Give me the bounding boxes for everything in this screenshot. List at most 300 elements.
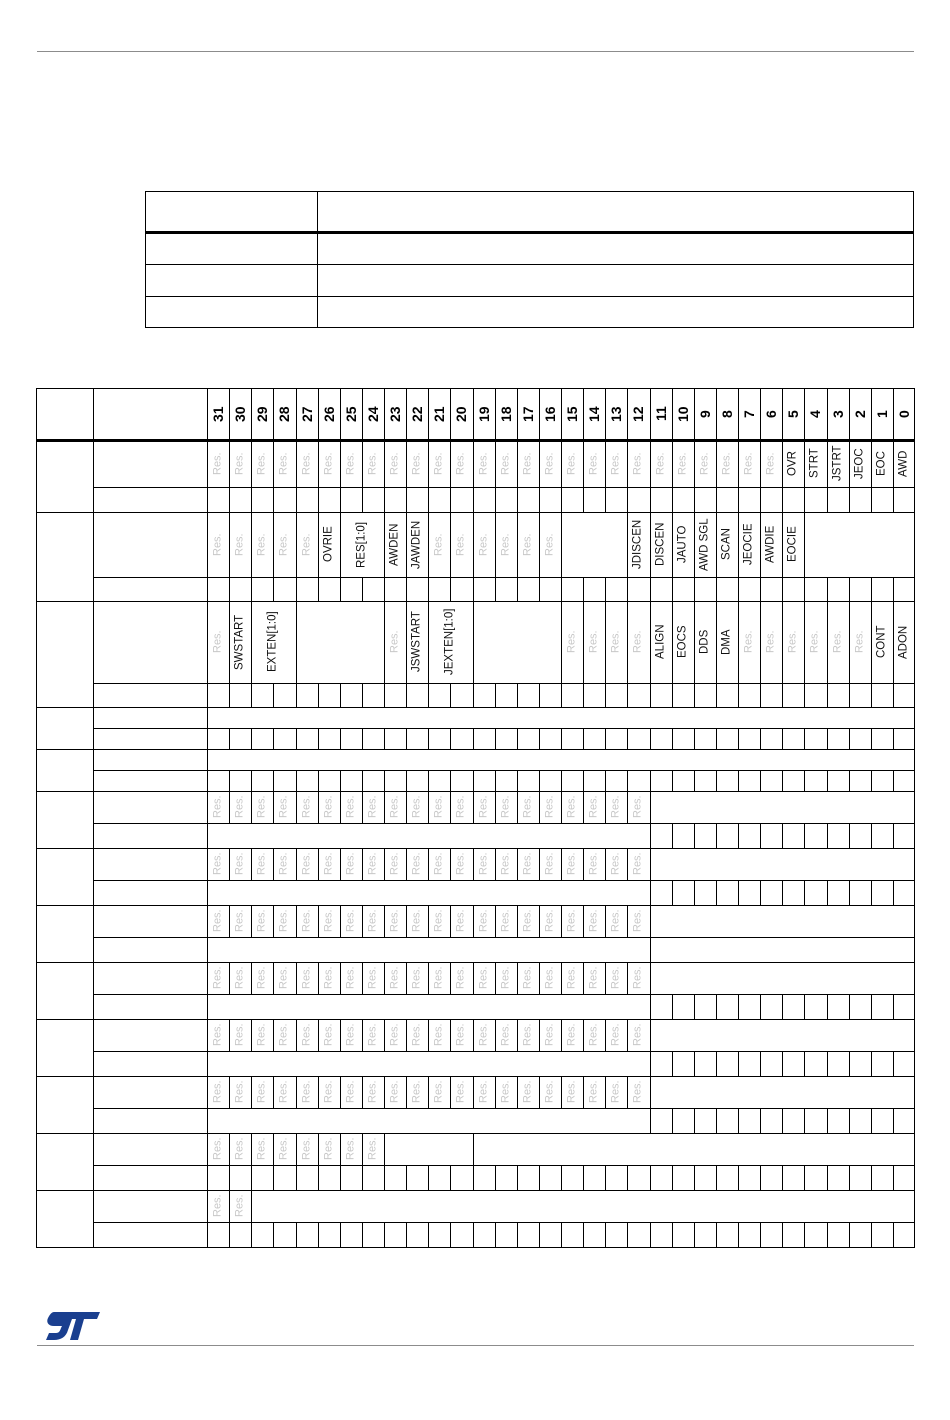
reserved-bit: Res. (609, 1080, 622, 1104)
reserved-bit: Res. (410, 966, 423, 990)
bit-number-14: 14 (586, 406, 603, 422)
reset-cell-divider (273, 1165, 274, 1190)
reserved-bit: Res. (631, 966, 644, 990)
reserved-bit: Res. (300, 795, 313, 819)
reset-cell-divider (627, 487, 628, 512)
bit-number-29: 29 (254, 406, 271, 422)
reserved-bit: Res. (499, 852, 512, 876)
field-awden: AWDEN (388, 523, 401, 566)
reset-cell-divider (473, 1165, 474, 1190)
reset-cell-divider (893, 1222, 894, 1247)
reset-cell-divider (760, 1051, 761, 1076)
reset-cell-divider (229, 1165, 230, 1190)
register-name-split (93, 683, 207, 684)
bit-number-26: 26 (320, 406, 337, 422)
reset-cell-divider (207, 1108, 208, 1133)
field-res-1-0: RES[1:0] (355, 521, 368, 568)
bit-number-2: 2 (851, 410, 868, 418)
reset-cell-divider (583, 770, 584, 791)
reset-cell-divider (517, 683, 518, 707)
reset-cell-divider (694, 1108, 695, 1133)
reserved-bit: Res. (631, 452, 644, 475)
reset-cell-divider (627, 770, 628, 791)
reset-cell-divider (273, 577, 274, 601)
bit-number-31: 31 (210, 406, 227, 422)
field-divider (473, 601, 474, 683)
reset-cell-divider (450, 577, 451, 601)
reset-cell-divider (362, 577, 363, 601)
field-discen: DISCEN (653, 522, 666, 567)
reset-cell-divider (273, 683, 274, 707)
reserved-bit: Res. (565, 1023, 578, 1047)
bit-number-19: 19 (475, 406, 492, 422)
reset-cell-divider (893, 880, 894, 905)
bit-number-27: 27 (298, 406, 315, 422)
register-name-split (93, 728, 207, 729)
reset-cell-divider (583, 1222, 584, 1247)
reset-cell-divider (229, 487, 230, 512)
reserved-bit: Res. (211, 1194, 224, 1218)
reserved-bit: Res. (521, 452, 534, 475)
reset-cell-divider (760, 770, 761, 791)
reserved-bit: Res. (454, 533, 467, 556)
reset-cell-divider (716, 1165, 717, 1190)
reserved-bit: Res. (565, 852, 578, 876)
reset-cell-divider (605, 487, 606, 512)
bit-number-23: 23 (387, 406, 404, 422)
reserved-bit: Res. (277, 1137, 290, 1161)
reserved-bit: Res. (654, 452, 667, 475)
reset-cell-divider (296, 577, 297, 601)
reset-cell-divider (296, 1165, 297, 1190)
reset-cell-divider (229, 770, 230, 791)
reserved-bit: Res. (499, 1080, 512, 1104)
reset-cell-divider (384, 683, 385, 707)
reserved-bit: Res. (631, 852, 644, 876)
field-jeoc: JEOC (852, 448, 865, 479)
register-row-separator (36, 749, 915, 750)
reset-cell-divider (561, 728, 562, 749)
reset-cell-divider (738, 1051, 739, 1076)
reserved-bit: Res. (720, 452, 733, 475)
reset-cell-divider (694, 1222, 695, 1247)
bit-number-25: 25 (342, 406, 359, 422)
reset-cell-divider (207, 770, 208, 791)
reset-cell-divider (760, 577, 761, 601)
reset-cell-divider (760, 880, 761, 905)
reserved-bit: Res. (410, 1080, 423, 1104)
reset-cell-divider (318, 770, 319, 791)
reset-cell-divider (782, 1108, 783, 1133)
reset-cell-divider (849, 1051, 850, 1076)
reserved-bit: Res. (233, 1137, 246, 1161)
reserved-bit: Res. (631, 1080, 644, 1104)
reset-cell-divider (207, 1165, 208, 1190)
reset-cell-divider (804, 823, 805, 848)
reset-cell-divider (738, 577, 739, 601)
reserved-bit: Res. (388, 909, 401, 933)
reserved-bit: Res. (322, 1080, 335, 1104)
reset-cell-divider (716, 728, 717, 749)
bit-number-7: 7 (741, 410, 758, 418)
field-jawden: JAWDEN (410, 520, 423, 569)
reserved-bit: Res. (477, 1023, 490, 1047)
register-name-split (93, 487, 207, 488)
reset-cell-divider (650, 937, 651, 962)
reserved-bit: Res. (410, 852, 423, 876)
reset-cell-divider (627, 1222, 628, 1247)
reserved-bit: Res. (255, 1023, 268, 1047)
reset-cell-divider (893, 683, 894, 707)
reset-cell-divider (495, 1165, 496, 1190)
reserved-bit: Res. (344, 795, 357, 819)
reserved-bit: Res. (587, 1023, 600, 1047)
reset-cell-divider (428, 577, 429, 601)
reset-cell-divider (627, 1165, 628, 1190)
reset-cell-divider (782, 880, 783, 905)
reset-cell-divider (605, 770, 606, 791)
reserved-bit: Res. (764, 452, 777, 475)
reserved-bit: Res. (853, 630, 866, 654)
reset-cell-divider (450, 1165, 451, 1190)
reset-cell-divider (473, 577, 474, 601)
field-divider (650, 1076, 651, 1108)
reset-cell-divider (827, 683, 828, 707)
register-name-split (93, 1222, 207, 1223)
reset-cell-divider (849, 994, 850, 1019)
reserved-bit: Res. (277, 795, 290, 819)
field-align: ALIGN (653, 624, 666, 660)
field-jexten-1-0: JEXTEN[1:0] (443, 608, 456, 676)
field-dds: DDS (698, 629, 711, 655)
register-reset-row-separator (207, 937, 915, 938)
reset-cell-divider (340, 1165, 341, 1190)
reserved-bit: Res. (211, 852, 224, 876)
field-divider (296, 601, 297, 683)
reset-cell-divider (428, 683, 429, 707)
reset-cell-divider (384, 728, 385, 749)
reserved-bit: Res. (366, 852, 379, 876)
reserved-bit: Res. (587, 795, 600, 819)
reset-cell-divider (738, 728, 739, 749)
bit-number-17: 17 (519, 406, 536, 422)
field-divider (473, 1133, 474, 1165)
reset-cell-divider (804, 1222, 805, 1247)
reserved-bit: Res. (631, 630, 644, 654)
reset-cell-divider (318, 1222, 319, 1247)
reset-cell-divider (893, 487, 894, 512)
reserved-bit: Res. (521, 533, 534, 556)
bit-number-12: 12 (630, 406, 647, 422)
reset-cell-divider (406, 683, 407, 707)
reserved-bit: Res. (211, 1137, 224, 1161)
reset-cell-divider (605, 1165, 606, 1190)
reserved-bit: Res. (300, 966, 313, 990)
reserved-bit: Res. (786, 630, 799, 654)
reserved-bit: Res. (277, 452, 290, 475)
reset-cell-divider (561, 487, 562, 512)
reset-cell-divider (738, 770, 739, 791)
register-row-separator (36, 1133, 915, 1134)
reset-cell-divider (827, 770, 828, 791)
register-reset-row-separator (207, 823, 915, 824)
reset-cell-divider (782, 683, 783, 707)
register-row-separator (36, 707, 915, 708)
bit-number-28: 28 (276, 406, 293, 422)
field-divider (650, 791, 651, 823)
reset-cell-divider (827, 1222, 828, 1247)
reserved-bit: Res. (587, 909, 600, 933)
field-dma: DMA (720, 629, 733, 655)
reset-cell-divider (539, 683, 540, 707)
reserved-bit: Res. (543, 1023, 556, 1047)
reserved-bit: Res. (388, 452, 401, 475)
reset-cell-divider (362, 770, 363, 791)
reserved-bit: Res. (543, 533, 556, 556)
reset-cell-divider (804, 880, 805, 905)
reset-cell-divider (760, 1222, 761, 1247)
reset-cell-divider (473, 770, 474, 791)
reset-cell-divider (207, 1051, 208, 1076)
register-name-split (93, 880, 207, 881)
reserved-bit: Res. (543, 966, 556, 990)
reserved-bit: Res. (233, 533, 246, 556)
reset-cell-divider (251, 577, 252, 601)
reset-cell-divider (694, 880, 695, 905)
reset-cell-divider (450, 728, 451, 749)
bit-number-16: 16 (541, 406, 558, 422)
reset-cell-divider (650, 728, 651, 749)
reserved-bit: Res. (388, 1023, 401, 1047)
field-eoc: EOC (875, 451, 888, 476)
reset-cell-divider (694, 577, 695, 601)
reset-cell-divider (782, 1051, 783, 1076)
reset-cell-divider (804, 770, 805, 791)
reserved-bit: Res. (300, 1023, 313, 1047)
reserved-bit: Res. (211, 1023, 224, 1047)
reserved-bit: Res. (432, 852, 445, 876)
reserved-bit: Res. (277, 1023, 290, 1047)
reset-cell-divider (871, 1222, 872, 1247)
reset-cell-divider (273, 770, 274, 791)
reserved-bit: Res. (366, 795, 379, 819)
reset-cell-divider (251, 1222, 252, 1247)
reset-cell-divider (893, 994, 894, 1019)
reset-cell-divider (605, 683, 606, 707)
field-awd-sgl: AWD SGL (698, 518, 711, 571)
reserved-bit: Res. (587, 852, 600, 876)
reset-cell-divider (406, 1165, 407, 1190)
reset-cell-divider (362, 683, 363, 707)
reserved-bit: Res. (255, 533, 268, 556)
reset-cell-divider (716, 577, 717, 601)
reserved-bit: Res. (477, 533, 490, 556)
reset-cell-divider (273, 728, 274, 749)
reset-cell-divider (827, 1051, 828, 1076)
reset-cell-divider (716, 1108, 717, 1133)
reset-cell-divider (340, 683, 341, 707)
reserved-bit: Res. (521, 1023, 534, 1047)
reset-cell-divider (384, 577, 385, 601)
reset-cell-divider (650, 487, 651, 512)
reset-cell-divider (229, 577, 230, 601)
reserved-bit: Res. (609, 630, 622, 654)
reset-cell-divider (804, 1108, 805, 1133)
reset-cell-divider (207, 994, 208, 1019)
reserved-bit: Res. (344, 1080, 357, 1104)
reset-cell-divider (738, 880, 739, 905)
reset-cell-divider (827, 728, 828, 749)
bit-number-9: 9 (696, 410, 713, 418)
reset-cell-divider (517, 1165, 518, 1190)
reserved-bit: Res. (454, 1023, 467, 1047)
reset-cell-divider (251, 770, 252, 791)
reset-cell-divider (561, 683, 562, 707)
reserved-bit: Res. (277, 909, 290, 933)
reserved-bit: Res. (322, 452, 335, 475)
reset-cell-divider (605, 1222, 606, 1247)
reserved-bit: Res. (344, 1023, 357, 1047)
reset-cell-divider (716, 683, 717, 707)
reserved-bit: Res. (410, 909, 423, 933)
field-jdiscen: JDISCEN (631, 519, 644, 570)
reserved-bit: Res. (233, 452, 246, 475)
field-divider (804, 512, 805, 577)
reset-cell-divider (893, 770, 894, 791)
field-jeocie: JEOCIE (742, 523, 755, 566)
reset-cell-divider (672, 994, 673, 1019)
reset-cell-divider (450, 1222, 451, 1247)
reserved-bit: Res. (366, 452, 379, 475)
reserved-bit: Res. (277, 852, 290, 876)
reserved-bit: Res. (521, 795, 534, 819)
reset-cell-divider (428, 1222, 429, 1247)
reserved-bit: Res. (698, 452, 711, 475)
bit-number-4: 4 (807, 410, 824, 418)
reset-cell-divider (627, 728, 628, 749)
reset-cell-divider (893, 823, 894, 848)
reserved-bit: Res. (454, 909, 467, 933)
footer-rule (37, 1345, 914, 1346)
reset-cell-divider (782, 577, 783, 601)
reset-cell-divider (384, 1222, 385, 1247)
reset-cell-divider (893, 1165, 894, 1190)
reserved-bit: Res. (499, 966, 512, 990)
reset-cell-divider (694, 487, 695, 512)
reserved-bit: Res. (211, 795, 224, 819)
reset-cell-divider (871, 487, 872, 512)
reserved-bit: Res. (300, 909, 313, 933)
field-eocs: EOCS (675, 625, 688, 659)
bit-number-22: 22 (409, 406, 426, 422)
reset-cell-divider (871, 994, 872, 1019)
reserved-bit: Res. (233, 1023, 246, 1047)
reset-cell-divider (296, 728, 297, 749)
st-logo-icon (44, 1310, 102, 1342)
reserved-bit: Res. (344, 909, 357, 933)
reset-cell-divider (207, 728, 208, 749)
reset-cell-divider (583, 728, 584, 749)
reset-cell-divider (827, 994, 828, 1019)
reset-cell-divider (849, 823, 850, 848)
reserved-bit: Res. (432, 1023, 445, 1047)
summary-row-line (145, 264, 914, 265)
register-name-split (93, 823, 207, 824)
reset-cell-divider (716, 770, 717, 791)
reset-cell-divider (207, 487, 208, 512)
reset-cell-divider (849, 683, 850, 707)
reset-cell-divider (340, 1222, 341, 1247)
reserved-bit: Res. (388, 966, 401, 990)
reset-cell-divider (495, 487, 496, 512)
reserved-bit: Res. (543, 909, 556, 933)
reset-cell-divider (473, 487, 474, 512)
reset-cell-divider (384, 1165, 385, 1190)
reset-cell-divider (716, 994, 717, 1019)
reset-cell-divider (406, 577, 407, 601)
reset-cell-divider (804, 994, 805, 1019)
bit-number-1: 1 (873, 410, 890, 418)
reset-cell-divider (782, 728, 783, 749)
reset-cell-divider (650, 823, 651, 848)
reset-cell-divider (495, 1222, 496, 1247)
field-divider (650, 1019, 651, 1051)
reserved-bit: Res. (609, 452, 622, 475)
bit-number-0: 0 (895, 410, 912, 418)
field-divider (384, 1133, 385, 1165)
reserved-bit: Res. (344, 852, 357, 876)
bit-number-13: 13 (608, 406, 625, 422)
reset-cell-divider (716, 880, 717, 905)
summary-row-line (145, 231, 914, 234)
bit-number-15: 15 (564, 406, 581, 422)
reset-cell-divider (605, 577, 606, 601)
summary-row-line (145, 327, 914, 328)
reserved-bit: Res. (233, 795, 246, 819)
reset-cell-divider (362, 1165, 363, 1190)
reserved-bit: Res. (477, 452, 490, 475)
reset-cell-divider (428, 728, 429, 749)
reset-cell-divider (672, 1051, 673, 1076)
reserved-bit: Res. (454, 852, 467, 876)
reserved-bit: Res. (211, 452, 224, 475)
reset-cell-divider (827, 1108, 828, 1133)
reserved-bit: Res. (388, 795, 401, 819)
reset-cell-divider (473, 1222, 474, 1247)
reserved-bit: Res. (233, 852, 246, 876)
reset-cell-divider (406, 487, 407, 512)
reset-cell-divider (672, 1108, 673, 1133)
reserved-bit: Res. (454, 795, 467, 819)
table-col-offset-divider (93, 388, 94, 1248)
reset-cell-divider (406, 770, 407, 791)
reset-cell-divider (849, 728, 850, 749)
reset-cell-divider (782, 1165, 783, 1190)
reset-cell-divider (672, 770, 673, 791)
reset-cell-divider (804, 683, 805, 707)
reset-cell-divider (273, 1222, 274, 1247)
reserved-bit: Res. (410, 452, 423, 475)
reserved-bit: Res. (233, 1194, 246, 1218)
reserved-bit: Res. (454, 452, 467, 475)
reset-cell-divider (738, 1165, 739, 1190)
reset-cell-divider (229, 1222, 230, 1247)
reserved-bit: Res. (233, 909, 246, 933)
field-strt: STRT (808, 448, 821, 479)
register-name-split (93, 994, 207, 995)
reserved-bit: Res. (499, 1023, 512, 1047)
reset-cell-divider (251, 1165, 252, 1190)
